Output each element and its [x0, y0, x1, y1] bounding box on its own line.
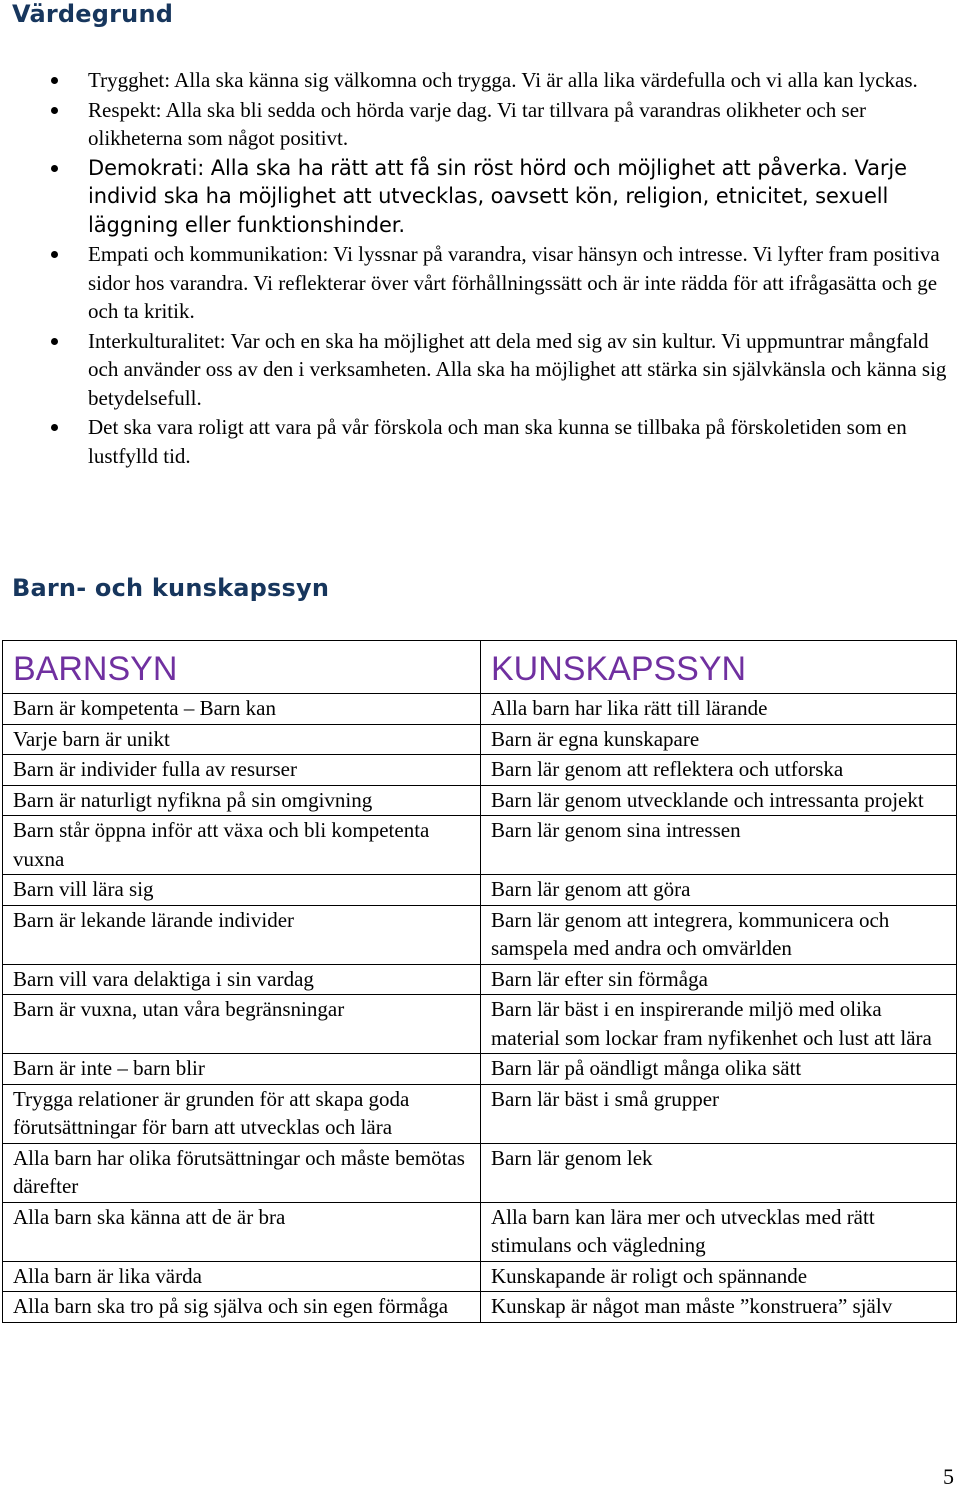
table-header-row: [3, 641, 957, 694]
kunskapssyn-cell: Kunskap är något man måste ”konstruera” själv: [481, 1292, 957, 1323]
kunskapssyn-cell: Barn är egna kunskapare: [481, 724, 957, 755]
list-item: [0, 96, 960, 153]
table-row: [3, 1054, 957, 1085]
kunskapssyn-cell: Barn lär genom lek: [481, 1143, 957, 1202]
barnsyn-cell: Barn är kompetenta – Barn kan: [3, 694, 481, 725]
table-row: [3, 995, 957, 1054]
values-list: [0, 66, 960, 471]
section-heading-vardegrund: Värdegrund: [12, 0, 174, 28]
bullet-icon: [51, 107, 58, 114]
barnsyn-cell: Barn är naturligt nyfikna på sin omgivning: [3, 785, 481, 816]
kunskapssyn-cell: Alla barn har lika rätt till lärande: [481, 694, 957, 725]
header-kunskapssyn: KUNSKAPSSYN: [481, 641, 957, 694]
table-row: [3, 816, 957, 875]
list-item: [0, 413, 960, 470]
barnsyn-cell: Varje barn är unikt: [3, 724, 481, 755]
kunskapssyn-cell: Barn lär genom utvecklande och intressanta projekt: [481, 785, 957, 816]
table-row: [3, 1202, 957, 1261]
barnsyn-cell: Alla barn ska tro på sig själva och sin egen förmåga: [3, 1292, 481, 1323]
kunskapssyn-cell: Barn lär genom att göra: [481, 875, 957, 906]
table-row: [3, 964, 957, 995]
views-table: [2, 640, 957, 1323]
barnsyn-cell: Barn vill lära sig: [3, 875, 481, 906]
barnsyn-cell: Barn är lekande lärande individer: [3, 905, 481, 964]
kunskapssyn-cell: Barn lär bäst i en inspirerande miljö med olika material som lockar fram nyfikenhet och lust att lära: [481, 995, 957, 1054]
bullet-icon: [51, 165, 58, 172]
kunskapssyn-cell: Barn lär efter sin förmåga: [481, 964, 957, 995]
list-item-text: Det ska vara roligt att vara på vår förskola och man ska kunna se tillbaka på förskoletiden som en lustfylld tid.: [88, 415, 907, 468]
bullet-icon: [51, 251, 58, 258]
table-row: [3, 1143, 957, 1202]
bullet-icon: [51, 338, 58, 345]
table-row: [3, 694, 957, 725]
bullet-icon: [51, 77, 58, 84]
barnsyn-cell: Barn vill vara delaktiga i sin vardag: [3, 964, 481, 995]
header-barnsyn: BARNSYN: [3, 641, 481, 694]
list-item-text: Demokrati: Alla ska ha rätt att få sin röst hörd och möjlighet att påverka. Varje individ ska ha möjlighet att utvecklas, oavsett kön, religion, etnicitet, sexuell läggning eller funktionshinder.: [88, 155, 907, 237]
list-item-text: Respekt: Alla ska bli sedda och hörda varje dag. Vi tar tillvara på varandras olikheter och ser olikheterna som något positivt.: [88, 97, 867, 150]
list-item-text: Interkulturalitet: Var och en ska ha möjlighet att dela med sig av sin kultur. Vi uppmuntrar mångfald och använder oss av den i verksamheten. Alla ska ha möjlighet att stärka sin självkänsla och känna sig betydelsefull.: [88, 328, 947, 410]
table-row: [3, 1084, 957, 1143]
barnsyn-cell: Alla barn har olika förutsättningar och måste bemötas därefter: [3, 1143, 481, 1202]
kunskapssyn-cell: Alla barn kan lära mer och utvecklas med rätt stimulans och vägledning: [481, 1202, 957, 1261]
barnsyn-cell: Alla barn ska känna att de är bra: [3, 1202, 481, 1261]
table-row: [3, 785, 957, 816]
kunskapssyn-cell: Barn lär på oändligt många olika sätt: [481, 1054, 957, 1085]
list-item: [0, 66, 960, 95]
list-item: [0, 154, 960, 240]
table-row: [3, 875, 957, 906]
barnsyn-cell: Trygga relationer är grunden för att skapa goda förutsättningar för barn att utvecklas och lära: [3, 1084, 481, 1143]
kunskapssyn-cell: Kunskapande är roligt och spännande: [481, 1261, 957, 1292]
list-item: [0, 240, 960, 326]
table-row: [3, 905, 957, 964]
table-row: [3, 724, 957, 755]
table-row: [3, 1261, 957, 1292]
list-item: [0, 327, 960, 413]
kunskapssyn-cell: Barn lär genom att integrera, kommunicera och samspela med andra och omvärlden: [481, 905, 957, 964]
barnsyn-cell: Barn är vuxna, utan våra begränsningar: [3, 995, 481, 1054]
barnsyn-cell: Barn är individer fulla av resurser: [3, 755, 481, 786]
list-item-text: Empati och kommunikation: Vi lyssnar på varandra, visar hänsyn och intresse. Vi lyfter fram positiva sidor hos varandra. Vi reflekterar över vårt förhållningssätt och är inte rädda för att ifrågasätta och ge och ta kritik.: [88, 242, 940, 323]
table-row: [3, 1292, 957, 1323]
kunskapssyn-cell: Barn lär bäst i små grupper: [481, 1084, 957, 1143]
bullet-icon: [51, 424, 58, 431]
list-item-text: Trygghet: Alla ska känna sig välkomna och trygga. Vi är alla lika värdefulla och vi alla kan lyckas.: [88, 68, 918, 92]
barnsyn-cell: Alla barn är lika värda: [3, 1261, 481, 1292]
table-row: [3, 755, 957, 786]
section-heading-barn-och-kunskapssyn: Barn- och kunskapssyn: [12, 574, 330, 602]
kunskapssyn-cell: Barn lär genom sina intressen: [481, 816, 957, 875]
barnsyn-cell: Barn är inte – barn blir: [3, 1054, 481, 1085]
kunskapssyn-cell: Barn lär genom att reflektera och utforska: [481, 755, 957, 786]
page-number: 5: [943, 1464, 954, 1489]
barnsyn-cell: Barn står öppna inför att växa och bli kompetenta vuxna: [3, 816, 481, 875]
